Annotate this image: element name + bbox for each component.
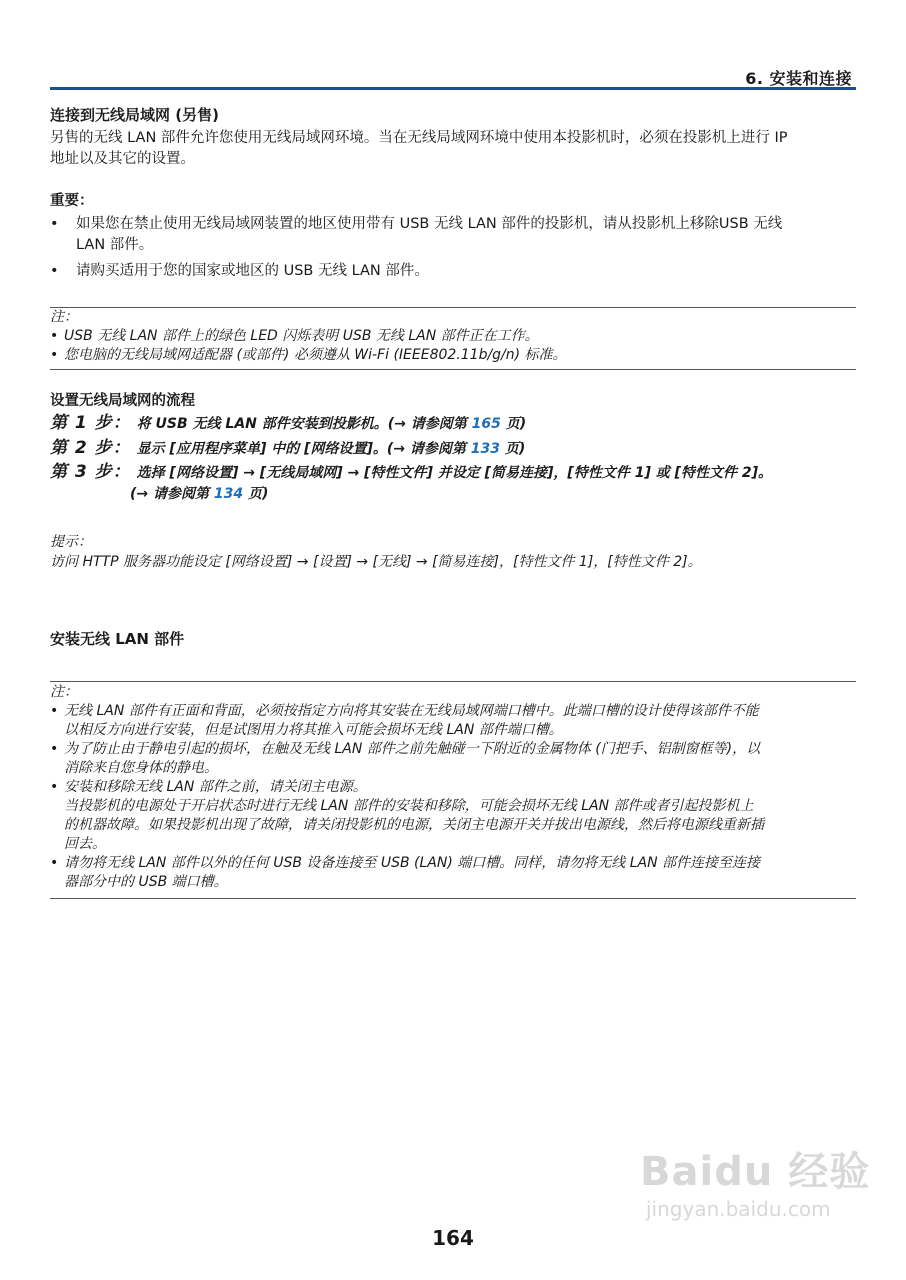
page-link[interactable]: 134	[213, 486, 244, 502]
tip-heading: 提示：	[50, 534, 92, 550]
note2-bottom-rule	[50, 898, 856, 899]
step-3	[50, 462, 860, 505]
note-item: • 请勿将无线 LAN 部件以外的任何 USB 设备连接至 USB (LAN) 端口槽。同样，请勿将无线 LAN 部件连接至连接 器部分中的 USB 端口槽。	[50, 855, 760, 890]
bullet-text: 请购买适用于您的国家或地区的 USB 无线 LAN 部件。	[76, 263, 429, 279]
intro-line: 地址以及其它的设置。	[50, 151, 195, 167]
watermark-url: jingyan.baidu.com	[646, 1197, 831, 1221]
page-number: 164	[432, 1226, 474, 1250]
section-title-install: 安装无线 LAN 部件	[50, 630, 185, 648]
page-link[interactable]: 165	[471, 416, 501, 432]
bullet-text: 如果您在禁止使用无线局域网装置的地区使用带有 USB 无线 LAN 部件的投影机，请从投影机上移除USB 无线	[76, 216, 783, 232]
note-bottom-rule	[50, 369, 856, 370]
tip-text: 访问 HTTP 服务器功能设定 [网络设置] → [设置] → [无线] → [简易连接]，[特性文件 1]，[特性文件 2]。	[50, 554, 702, 570]
note-heading: 注：	[50, 309, 78, 325]
step-text-end: 页)	[243, 486, 269, 502]
important-bullet	[50, 261, 856, 282]
step-text: 选择 [网络设置] → [无线局域网] → [特性文件] 并设定 [简易连接]，[特性文件 1] 或 [特性文件 2]。	[136, 465, 773, 481]
note-heading: 注：	[50, 684, 78, 700]
bullet-dot: •	[50, 263, 59, 279]
note-item: • 无线 LAN 部件有正面和背面，必须按指定方向将其安装在无线局域网端口槽中。此端口槽的设计使得该部件不能 以相反方向进行安装，但是试图用力将其推入可能会损坏无线 LAN 部件端口槽。	[50, 703, 759, 738]
step-label: 第 2 步：	[50, 438, 131, 458]
note-item: • USB 无线 LAN 部件上的绿色 LED 闪烁表明 USB 无线 LAN 部件正在工作。	[50, 328, 539, 344]
bullet-text: LAN 部件。	[76, 237, 154, 253]
note-item: • 您电脑的无线局域网适配器 (或部件) 必须遵从 Wi-Fi (IEEE802.11b/g/n) 标准。	[50, 347, 567, 363]
step-text: (→ 请参阅第	[130, 486, 214, 502]
flow-heading: 设置无线局域网的流程	[50, 393, 195, 409]
intro-paragraph	[50, 128, 856, 170]
step-label: 第 3 步：	[50, 462, 131, 482]
section-title-wireless-lan: 连接到无线局域网 (另售)	[50, 106, 219, 124]
header-rule	[50, 87, 856, 90]
chapter-title: 6. 安装和连接	[745, 69, 852, 88]
step-1	[50, 413, 860, 435]
note-item: • 为了防止由于静电引起的损坏，在触及无线 LAN 部件之前先触碰一下附近的金属物体 (门把手、铝制窗框等)，以 消除来自您身体的静电。	[50, 741, 761, 776]
note-item: • 安装和移除无线 LAN 部件之前，请关闭主电源。 当投影机的电源处于开启状态时进行无线 LAN 部件的安装和移除，可能会损坏无线 LAN 部件或者引起投影机上 的机器故障。如果投影机出现了故障，请关闭投影机的电源，关闭主电源开关并拔出电源线，然后将电源线重新插 回去。	[50, 779, 764, 852]
important-heading: 重要：	[50, 193, 94, 209]
tip-block	[50, 532, 856, 572]
step-2	[50, 438, 860, 460]
note2-block	[50, 683, 856, 892]
step-text-end: 页)	[500, 441, 526, 457]
intro-line: 另售的无线 LAN 部件允许您使用无线局域网环境。当在无线局域网环境中使用本投影机时，必须在投影机上进行 IP	[50, 130, 788, 146]
watermark-logo: Baidu 经验	[640, 1149, 871, 1195]
step-text-end: 页)	[500, 416, 527, 432]
note-block	[50, 308, 856, 365]
step-text: 显示 [应用程序菜单] 中的 [网络设置]。(→ 请参阅第	[136, 441, 471, 457]
page-link[interactable]: 133	[470, 441, 500, 457]
step-text: 将 USB 无线 LAN 部件安装到投影机。(→ 请参阅第	[136, 416, 472, 432]
bullet-dot: •	[50, 216, 59, 232]
step-label: 第 1 步：	[50, 413, 131, 433]
note2-top-rule	[50, 681, 856, 682]
important-bullet	[50, 214, 856, 256]
